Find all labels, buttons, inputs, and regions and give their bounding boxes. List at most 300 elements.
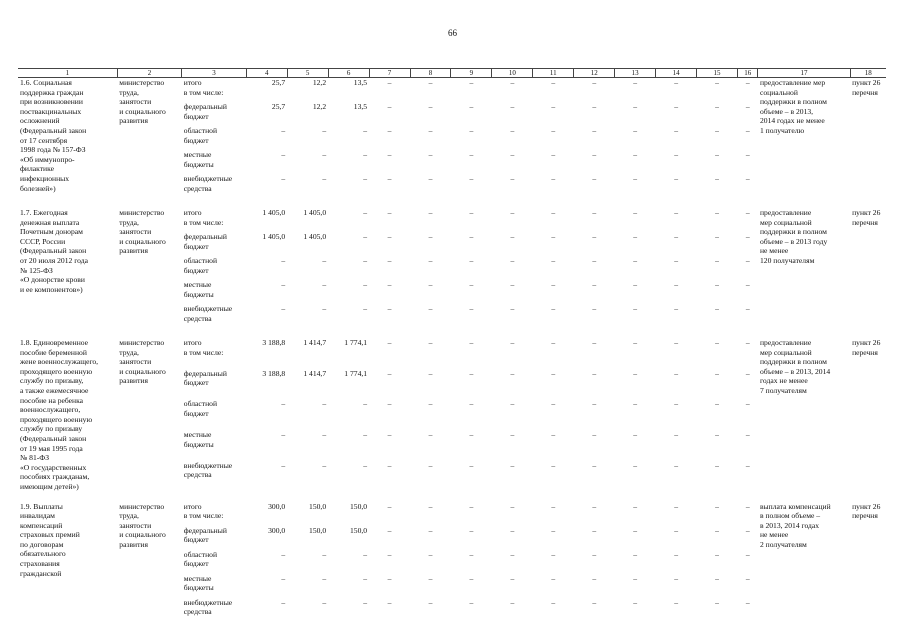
expected-result: предоставление мер социальной поддержки в полном объеме – в 2013, 2014 годах не менее 7 получателям	[759, 338, 831, 395]
funding-source: местные бюджеты	[183, 280, 214, 299]
empty-cell: –	[387, 460, 392, 470]
empty-cell: –	[715, 208, 719, 217]
expected-result: предоставление мер социальной поддержки в полном объеме – в 2013 году не менее 120 получателям	[759, 208, 828, 265]
amount-cell: –	[281, 549, 286, 559]
column-number: 12	[574, 69, 615, 78]
empty-cell: –	[674, 304, 678, 313]
empty-cell: –	[745, 304, 750, 313]
empty-cell: –	[551, 280, 556, 289]
empty-cell: –	[510, 597, 515, 607]
empty-cell: –	[428, 399, 433, 409]
empty-cell: –	[551, 208, 556, 217]
empty-cell: –	[592, 525, 597, 535]
empty-cell: –	[745, 399, 750, 409]
funding-source: областной бюджет	[183, 126, 218, 145]
empty-cell: –	[592, 501, 597, 511]
table-row	[18, 338, 886, 369]
amount-cell: 150,0	[309, 525, 327, 535]
empty-cell: –	[745, 525, 750, 535]
amount-cell: 150,0	[349, 501, 368, 511]
empty-cell: –	[510, 430, 515, 440]
empty-cell: –	[745, 102, 750, 111]
empty-cell: –	[428, 174, 433, 183]
amount-cell: –	[322, 597, 327, 607]
empty-cell: –	[745, 208, 750, 217]
empty-cell: –	[674, 150, 678, 159]
amount-cell: 12,2	[312, 102, 327, 111]
empty-cell: –	[745, 501, 750, 511]
empty-cell: –	[592, 126, 597, 135]
expected-result: предоставление мер социальной поддержки в полном объеме – в 2013, 2014 годах не менее 1 получателю	[759, 78, 827, 135]
empty-cell: –	[633, 549, 638, 559]
empty-cell: –	[674, 102, 678, 111]
column-number: 3	[182, 69, 246, 78]
empty-cell: –	[715, 126, 719, 135]
funding-source: местные бюджеты	[183, 573, 214, 593]
measure-name: 1.9. Выплаты инвалидам компенсаций страховых премий по договорам обязательного страхования гражданской	[20, 501, 80, 578]
empty-cell: –	[551, 597, 556, 607]
empty-cell: –	[551, 368, 556, 378]
funding-source: федеральный бюджет	[183, 232, 227, 251]
column-number: 13	[615, 69, 656, 78]
empty-cell: –	[387, 430, 392, 440]
empty-cell: –	[469, 126, 474, 135]
column-number: 14	[656, 69, 697, 78]
empty-cell: –	[387, 525, 392, 535]
empty-cell: –	[510, 126, 515, 135]
empty-cell: –	[551, 549, 556, 559]
measure-name: 1.6. Социальная поддержка граждан при возникновении поствакцинальных осложнений (Федеральный закон от 17 сентября 1998 года № 157-ФЗ «Об иммунопро- филактике инфекционных болезней»)	[20, 78, 87, 193]
empty-cell: –	[428, 102, 433, 111]
empty-cell: –	[592, 573, 597, 583]
empty-cell: –	[469, 399, 474, 409]
empty-cell: –	[510, 501, 515, 511]
amount-cell: –	[322, 280, 327, 289]
amount-cell: –	[281, 399, 286, 409]
funding-source: итого в том числе:	[183, 208, 224, 227]
empty-cell: –	[510, 280, 515, 289]
empty-cell: –	[633, 368, 638, 378]
empty-cell: –	[428, 78, 433, 87]
amount-cell: –	[363, 256, 368, 265]
empty-cell: –	[387, 102, 392, 111]
empty-cell: –	[469, 460, 474, 470]
basis: пункт 26 перечня	[852, 78, 881, 97]
funding-source: внебюджетные средства	[183, 460, 233, 480]
amount-cell: 300,0	[268, 501, 286, 511]
amount-cell: 13,5	[353, 102, 368, 111]
amount-cell: 1 774,1	[344, 338, 368, 347]
empty-cell: –	[428, 525, 433, 535]
empty-cell: –	[715, 256, 719, 265]
amount-cell: 150,0	[309, 501, 327, 511]
empty-cell: –	[551, 430, 556, 440]
empty-cell: –	[745, 368, 750, 378]
amount-cell: 13,5	[353, 78, 368, 87]
basis: пункт 26 перечня	[852, 338, 881, 357]
column-number: 5	[287, 69, 328, 78]
empty-cell: –	[592, 597, 597, 607]
empty-cell: –	[674, 549, 678, 559]
amount-cell: 1 405,0	[262, 208, 286, 217]
amount-cell: –	[363, 280, 368, 289]
amount-cell: –	[281, 256, 286, 265]
empty-cell: –	[633, 430, 638, 440]
empty-cell: –	[715, 232, 719, 241]
empty-cell: –	[387, 174, 392, 183]
empty-cell: –	[745, 460, 750, 470]
empty-cell: –	[510, 549, 515, 559]
empty-cell: –	[551, 102, 556, 111]
empty-cell: –	[633, 338, 638, 347]
amount-cell: –	[281, 174, 286, 183]
column-number: 16	[738, 69, 758, 78]
program-table	[18, 68, 886, 622]
amount-cell: –	[363, 174, 368, 183]
empty-cell: –	[387, 280, 392, 289]
funding-source: итого в том числе:	[183, 78, 224, 97]
empty-cell: –	[745, 430, 750, 440]
empty-cell: –	[592, 338, 597, 347]
empty-cell: –	[592, 174, 597, 183]
empty-cell: –	[715, 549, 719, 559]
empty-cell: –	[715, 150, 719, 159]
empty-cell: –	[592, 460, 597, 470]
funding-source: областной бюджет	[183, 549, 218, 569]
empty-cell: –	[387, 78, 392, 87]
empty-cell: –	[469, 573, 474, 583]
empty-cell: –	[633, 102, 638, 111]
empty-cell: –	[633, 399, 638, 409]
amount-cell: 25,7	[271, 78, 286, 87]
empty-cell: –	[745, 573, 750, 583]
empty-cell: –	[745, 232, 750, 241]
amount-cell: –	[363, 304, 368, 313]
empty-cell: –	[674, 126, 678, 135]
empty-cell: –	[633, 256, 638, 265]
empty-cell: –	[745, 126, 750, 135]
column-number: 10	[492, 69, 533, 78]
empty-cell: –	[633, 597, 638, 607]
funding-source: федеральный бюджет	[183, 368, 227, 388]
empty-cell: –	[633, 304, 638, 313]
amount-cell: –	[363, 460, 368, 470]
empty-cell: –	[469, 338, 474, 347]
amount-cell: 25,7	[271, 102, 286, 111]
amount-cell: –	[322, 549, 327, 559]
empty-cell: –	[551, 460, 556, 470]
empty-cell: –	[745, 338, 750, 347]
amount-cell: 300,0	[268, 525, 286, 535]
empty-cell: –	[428, 232, 433, 241]
amount-cell: –	[363, 399, 368, 409]
column-number: 4	[246, 69, 287, 78]
amount-cell: 3 188,8	[262, 368, 286, 378]
empty-cell: –	[551, 126, 556, 135]
empty-cell: –	[633, 150, 638, 159]
empty-cell: –	[592, 549, 597, 559]
empty-cell: –	[674, 208, 678, 217]
measure-name: 1.7. Ежегодная денежная выплата Почетным донорам СССР, России (Федеральный закон от 20 июля 2012 года № 125-ФЗ «О донорстве крови и ее компонентов»)	[20, 208, 88, 294]
empty-cell: –	[592, 150, 597, 159]
empty-cell: –	[387, 304, 392, 313]
empty-cell: –	[551, 338, 556, 347]
empty-cell: –	[469, 304, 474, 313]
funding-source: местные бюджеты	[183, 430, 214, 449]
empty-cell: –	[715, 573, 719, 583]
empty-cell: –	[428, 460, 433, 470]
empty-cell: –	[551, 573, 556, 583]
amount-cell: 1 405,0	[303, 208, 327, 217]
empty-cell: –	[387, 150, 392, 159]
empty-cell: –	[510, 232, 515, 241]
funding-source: федеральный бюджет	[183, 102, 227, 121]
empty-cell: –	[510, 573, 515, 583]
amount-cell: –	[363, 549, 368, 559]
empty-cell: –	[674, 460, 678, 470]
empty-cell: –	[715, 304, 719, 313]
amount-cell: –	[322, 430, 327, 440]
empty-cell: –	[715, 368, 719, 378]
column-number: 6	[328, 69, 369, 78]
empty-cell: –	[551, 232, 556, 241]
empty-cell: –	[510, 525, 515, 535]
amount-cell: –	[281, 280, 286, 289]
empty-cell: –	[428, 597, 433, 607]
empty-cell: –	[592, 256, 597, 265]
empty-cell: –	[551, 399, 556, 409]
empty-cell: –	[510, 78, 515, 87]
empty-cell: –	[428, 304, 433, 313]
empty-cell: –	[428, 549, 433, 559]
amount-cell: 3 188,8	[262, 338, 286, 347]
empty-cell: –	[428, 501, 433, 511]
basis: пункт 26 перечня	[852, 501, 881, 521]
empty-cell: –	[715, 525, 719, 535]
empty-cell: –	[387, 573, 392, 583]
empty-cell: –	[469, 525, 474, 535]
empty-cell: –	[633, 126, 638, 135]
empty-cell: –	[633, 208, 638, 217]
amount-cell: –	[322, 573, 327, 583]
empty-cell: –	[592, 368, 597, 378]
amount-cell: –	[322, 399, 327, 409]
empty-cell: –	[674, 501, 678, 511]
amount-cell: –	[322, 256, 327, 265]
amount-cell: –	[363, 597, 368, 607]
amount-cell: –	[281, 304, 286, 313]
empty-cell: –	[674, 78, 678, 87]
empty-cell: –	[387, 126, 392, 135]
empty-cell: –	[510, 460, 515, 470]
empty-cell: –	[674, 430, 678, 440]
empty-cell: –	[387, 597, 392, 607]
column-number: 9	[451, 69, 492, 78]
empty-cell: –	[510, 304, 515, 313]
empty-cell: –	[633, 460, 638, 470]
amount-cell: –	[363, 126, 368, 135]
empty-cell: –	[674, 338, 678, 347]
empty-cell: –	[428, 126, 433, 135]
empty-cell: –	[510, 208, 515, 217]
column-number-row	[18, 69, 886, 78]
empty-cell: –	[674, 573, 678, 583]
empty-cell: –	[633, 280, 638, 289]
empty-cell: –	[674, 597, 678, 607]
empty-cell: –	[592, 78, 597, 87]
empty-cell: –	[551, 78, 556, 87]
empty-cell: –	[674, 368, 678, 378]
amount-cell: 1 774,1	[344, 368, 368, 378]
empty-cell: –	[510, 256, 515, 265]
empty-cell: –	[745, 78, 750, 87]
amount-cell: –	[281, 460, 286, 470]
executor: министерство труда, занятости и социального развития	[119, 501, 166, 549]
funding-source: федеральный бюджет	[183, 525, 227, 545]
empty-cell: –	[469, 174, 474, 183]
table-row	[18, 502, 886, 526]
empty-cell: –	[745, 174, 750, 183]
empty-cell: –	[551, 256, 556, 265]
empty-cell: –	[469, 368, 474, 378]
column-number: 8	[410, 69, 451, 78]
basis: пункт 26 перечня	[852, 208, 881, 227]
empty-cell: –	[387, 368, 392, 378]
amount-cell: –	[322, 126, 327, 135]
amount-cell: 1 414,7	[303, 338, 327, 347]
empty-cell: –	[469, 256, 474, 265]
column-number: 18	[850, 69, 886, 78]
empty-cell: –	[745, 256, 750, 265]
empty-cell: –	[745, 597, 750, 607]
empty-cell: –	[428, 280, 433, 289]
empty-cell: –	[633, 501, 638, 511]
amount-cell: 12,2	[312, 78, 327, 87]
empty-cell: –	[592, 208, 597, 217]
funding-source: внебюджетные средства	[183, 597, 233, 617]
column-number: 2	[117, 69, 181, 78]
column-number: 7	[369, 69, 410, 78]
column-number: 11	[533, 69, 574, 78]
empty-cell: –	[469, 597, 474, 607]
empty-cell: –	[510, 102, 515, 111]
empty-cell: –	[633, 573, 638, 583]
empty-cell: –	[428, 430, 433, 440]
empty-cell: –	[387, 399, 392, 409]
column-number: 1	[18, 69, 117, 78]
empty-cell: –	[633, 525, 638, 535]
spacer-row	[18, 198, 886, 208]
empty-cell: –	[428, 208, 433, 217]
spacer-row	[18, 492, 886, 502]
empty-cell: –	[715, 501, 719, 511]
empty-cell: –	[510, 368, 515, 378]
empty-cell: –	[551, 150, 556, 159]
funding-source: местные бюджеты	[183, 150, 214, 169]
amount-cell: –	[281, 573, 286, 583]
empty-cell: –	[592, 399, 597, 409]
empty-cell: –	[469, 501, 474, 511]
empty-cell: –	[551, 174, 556, 183]
column-number: 15	[697, 69, 738, 78]
empty-cell: –	[510, 150, 515, 159]
amount-cell: –	[281, 430, 286, 440]
executor: министерство труда, занятости и социального развития	[119, 208, 166, 256]
amount-cell: 1 414,7	[303, 368, 327, 378]
amount-cell: –	[322, 174, 327, 183]
executor: министерство труда, занятости и социального развития	[119, 338, 166, 386]
empty-cell: –	[592, 232, 597, 241]
empty-cell: –	[745, 549, 750, 559]
empty-cell: –	[428, 338, 433, 347]
amount-cell: –	[363, 430, 368, 440]
empty-cell: –	[387, 232, 392, 241]
empty-cell: –	[469, 150, 474, 159]
empty-cell: –	[674, 280, 678, 289]
empty-cell: –	[745, 150, 750, 159]
empty-cell: –	[633, 232, 638, 241]
empty-cell: –	[387, 549, 392, 559]
empty-cell: –	[469, 208, 474, 217]
empty-cell: –	[387, 256, 392, 265]
empty-cell: –	[633, 174, 638, 183]
amount-cell: 1 405,0	[303, 232, 327, 241]
page-number: 66	[448, 28, 457, 38]
empty-cell: –	[715, 597, 719, 607]
empty-cell: –	[510, 399, 515, 409]
empty-cell: –	[745, 280, 750, 289]
empty-cell: –	[387, 501, 392, 511]
empty-cell: –	[715, 102, 719, 111]
amount-cell: –	[322, 460, 327, 470]
empty-cell: –	[715, 399, 719, 409]
empty-cell: –	[715, 78, 719, 87]
amount-cell: –	[281, 126, 286, 135]
measure-name: 1.8. Единовременное пособие беременной жене военнослужащего, проходящего военную службу по призыву, а также ежемесячное пособие на ребенка военнослужащего, проходящего военную службу по призыву (Федеральный закон от 19 мая 1995 года № 81-ФЗ «О государственных пособиях гражданам, имеющим детей»)	[20, 338, 99, 491]
empty-cell: –	[633, 78, 638, 87]
spacer-row	[18, 328, 886, 338]
empty-cell: –	[428, 256, 433, 265]
empty-cell: –	[469, 78, 474, 87]
amount-cell: –	[281, 150, 286, 159]
amount-cell: –	[363, 573, 368, 583]
amount-cell: –	[281, 597, 286, 607]
empty-cell: –	[674, 174, 678, 183]
empty-cell: –	[715, 174, 719, 183]
empty-cell: –	[674, 256, 678, 265]
amount-cell: –	[322, 304, 327, 313]
funding-source: внебюджетные средства	[183, 304, 233, 323]
amount-cell: –	[322, 150, 327, 159]
table-row	[18, 208, 886, 232]
empty-cell: –	[387, 208, 392, 217]
empty-cell: –	[428, 150, 433, 159]
empty-cell: –	[510, 174, 515, 183]
empty-cell: –	[592, 280, 597, 289]
empty-cell: –	[469, 232, 474, 241]
empty-cell: –	[469, 102, 474, 111]
empty-cell: –	[592, 102, 597, 111]
empty-cell: –	[715, 460, 719, 470]
empty-cell: –	[715, 280, 719, 289]
funding-source: итого в том числе:	[183, 501, 224, 521]
funding-source: внебюджетные средства	[183, 174, 233, 193]
empty-cell: –	[469, 280, 474, 289]
empty-cell: –	[674, 232, 678, 241]
empty-cell: –	[592, 430, 597, 440]
amount-cell: –	[363, 208, 368, 217]
amount-cell: –	[363, 232, 368, 241]
